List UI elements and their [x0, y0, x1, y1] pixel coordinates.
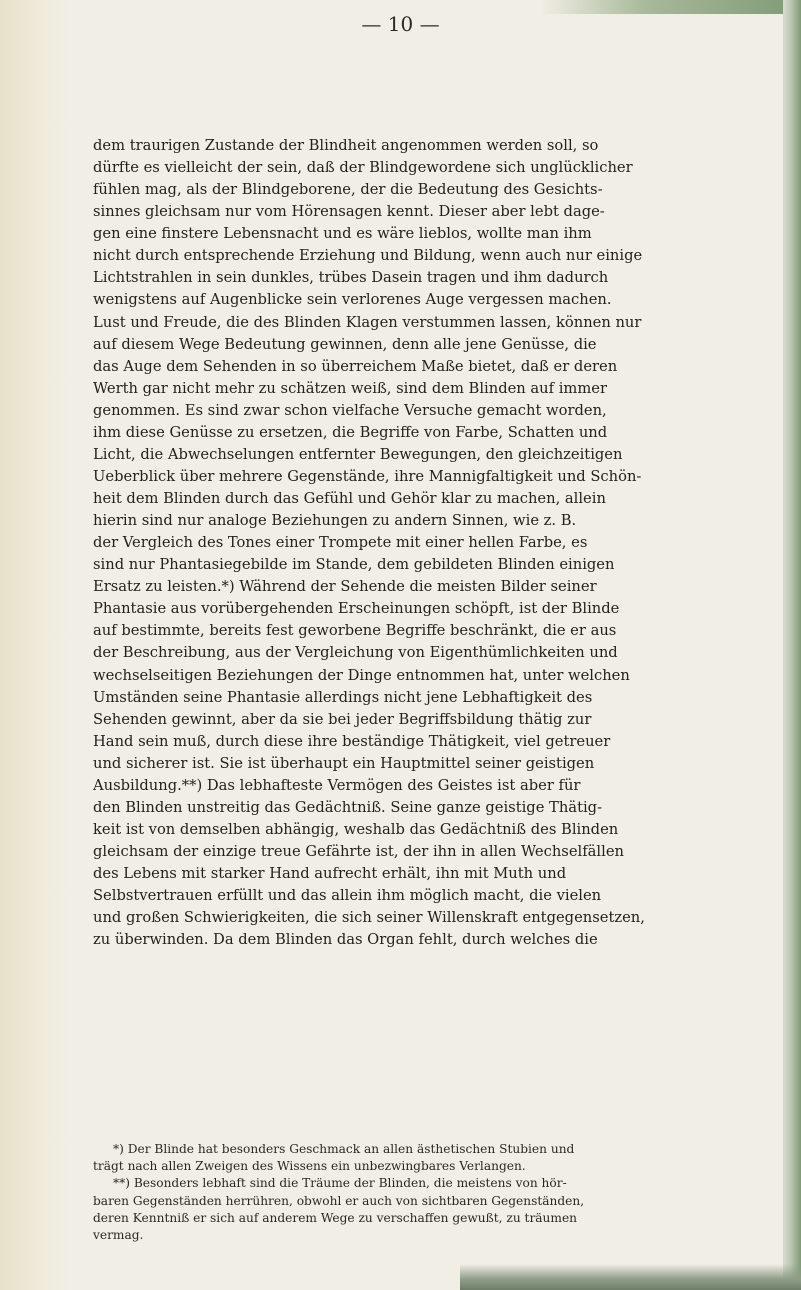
text-line: Hand sein muß, durch diese ihre beständige Thätigkeit, viel getreuer: [93, 732, 611, 750]
footnote-line: deren Kenntniß er sich auf anderem Wege zu verschaffen gewußt, zu träumen: [93, 1210, 578, 1225]
text-line: sind nur Phantasiegebilde im Stande, dem gebildeten Blinden einigen: [93, 556, 615, 574]
text-line: heit dem Blinden durch das Gefühl und Gehör klar zu machen, allein: [93, 490, 606, 507]
text-line: sinnes gleichsam nur vom Hörensagen kennt. Dieser aber lebt dage-: [93, 203, 605, 221]
text-line: Ersatz zu leisten.*) Während der Sehende die meisten Bilder seiner: [93, 578, 597, 596]
text-line: Phantasie aus vorübergehenden Erscheinungen schöpft, ist der Blinde: [93, 600, 620, 618]
text-line: gen eine finstere Lebensnacht und es wäre lieblos, wollte man ihm: [93, 225, 592, 243]
text-line: und sicherer ist. Sie ist überhaupt ein Hauptmittel seiner geistigen: [93, 754, 595, 772]
text-line: genommen. Es sind zwar schon vielfache Versuche gemacht worden,: [93, 401, 607, 419]
text-line: wechselseitigen Beziehungen der Dinge entnommen hat, unter welchen: [93, 666, 630, 684]
text-line: das Auge dem Sehenden in so überreichem Maße bietet, daß er deren: [93, 357, 618, 375]
text-line: Ueberblick über mehrere Gegenstände, ihre Mannigfaltigkeit und Schön-: [93, 467, 642, 485]
text-line: zu überwinden. Da dem Blinden das Organ fehlt, durch welches die: [93, 931, 598, 949]
text-line: gleichsam der einzige treue Gefährte ist, der ihn in allen Wechselfällen: [93, 843, 624, 860]
text-line: und großen Schwierigkeiten, die sich seiner Willenskraft entgegensetzen,: [93, 909, 645, 927]
text-line: der Beschreibung, aus der Vergleichung von Eigenthümlichkeiten und: [93, 644, 618, 662]
footnotes: [93, 1141, 721, 1244]
footnote-line: *) Der Blinde hat besonders Geschmack an allen ästhetischen Stubien und: [113, 1142, 575, 1156]
footnote-line: baren Gegenständen herrühren, obwohl er auch von sichtbaren Gegenständen,: [93, 1193, 585, 1208]
footnote-line: **) Besonders lebhaft sind die Träume der Blinden, die meistens von hör-: [113, 1176, 567, 1191]
text-line: auf bestimmte, bereits fest geworbene Begriffe beschränkt, die er aus: [93, 622, 617, 640]
footnote-line: vermag.: [93, 1228, 144, 1243]
text-line: dürfte es vielleicht der sein, daß der Blindgewordene sich unglücklicher: [93, 159, 633, 177]
footnote: [93, 1141, 721, 1175]
text-line: Werth gar nicht mehr zu schätzen weiß, sind dem Blinden auf immer: [93, 379, 607, 397]
text-line: den Blinden unstreitig das Gedächtniß. Seine ganze geistige Thätig-: [93, 798, 603, 816]
text-line: Licht, die Abwechselungen entfernter Bewegungen, den gleichzeitigen: [93, 445, 623, 463]
text-line: ihm diese Genüsse zu ersetzen, die Begriffe von Farbe, Schatten und: [93, 423, 608, 441]
text-line: wenigstens auf Augenblicke sein verlorenes Auge vergessen machen.: [93, 291, 612, 309]
text-line: Selbstvertrauen erfüllt und das allein ihm möglich macht, die vielen: [93, 887, 602, 905]
text-line: Sehenden gewinnt, aber da sie bei jeder Begriffsbildung thätig zur: [93, 710, 592, 728]
text-line: der Vergleich des Tones einer Trompete mit einer hellen Farbe, es: [93, 534, 588, 552]
scan-border-bottom: [460, 1264, 801, 1290]
scan-border-right: [783, 0, 801, 1290]
text-line: keit ist von demselben abhängig, weshalb das Gedächtniß des Blinden: [93, 820, 619, 838]
footnote-line: trägt nach allen Zweigen des Wissens ein unbezwingbares Verlangen.: [93, 1159, 526, 1174]
text-line: Lichtstrahlen in sein dunkles, trübes Dasein tragen und ihm dadurch: [93, 269, 609, 287]
text-line: Ausbildung.**) Das lebhafteste Vermögen des Geistes ist aber für: [93, 776, 581, 794]
text-line: des Lebens mit starker Hand aufrecht erhält, ihn mit Muth und: [93, 865, 567, 883]
footnote: [93, 1175, 721, 1244]
text-line: fühlen mag, als der Blindgeborene, der die Bedeutung des Gesichts-: [93, 181, 603, 199]
page-edge-stain: [0, 0, 70, 1290]
text-line: Umständen seine Phantasie allerdings nicht jene Lebhaftigkeit des: [93, 688, 593, 706]
text-line: hierin sind nur analoge Beziehungen zu andern Sinnen, wie z. B.: [93, 512, 577, 530]
text-line: dem traurigen Zustande der Blindheit angenommen werden soll, so: [93, 137, 599, 154]
text-line: nicht durch entsprechende Erziehung und Bildung, wenn auch nur einige: [93, 247, 643, 265]
text-line: auf diesem Wege Bedeutung gewinnen, denn alle jene Genüsse, die: [93, 335, 597, 353]
text-line: Lust und Freude, die des Blinden Klagen verstummen lassen, können nur: [93, 313, 642, 331]
body-text: [93, 135, 721, 951]
page-number: — 10 —: [361, 12, 440, 36]
